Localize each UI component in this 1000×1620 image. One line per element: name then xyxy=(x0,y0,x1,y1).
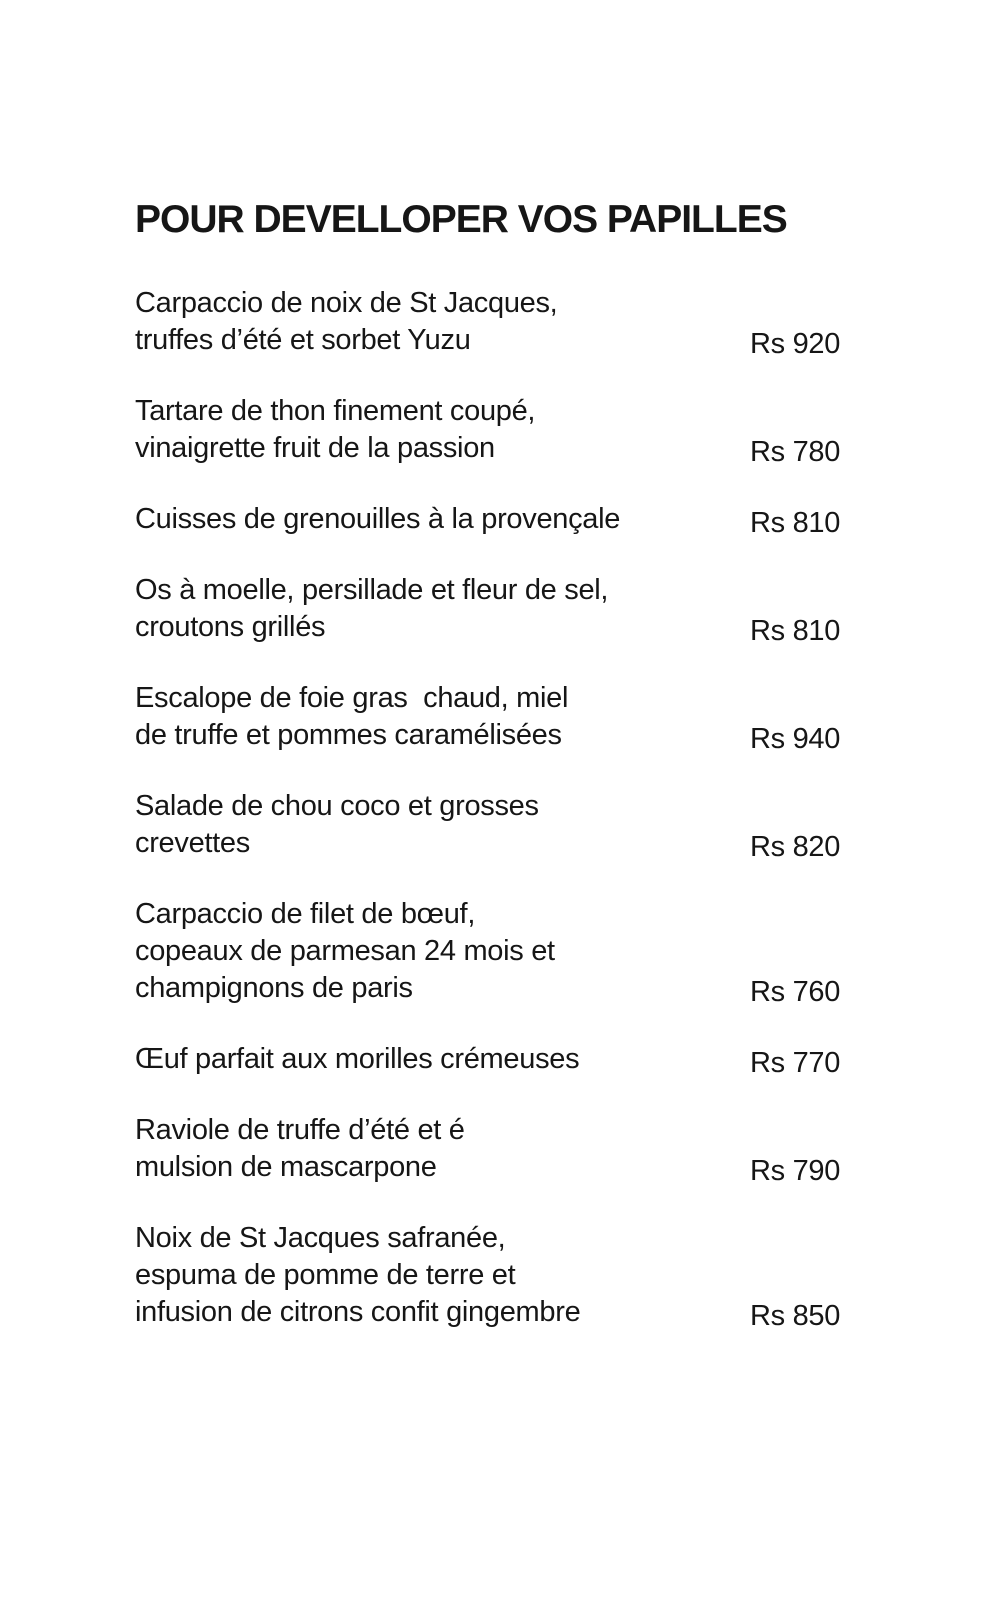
page-title: POUR DEVELLOPER VOS PAPILLES xyxy=(135,198,787,241)
menu-item-name-line: Tartare de thon finement coupé, xyxy=(135,395,536,427)
menu-item-name xyxy=(135,788,735,862)
menu-item xyxy=(135,393,841,468)
menu-item-name-line: Raviole de truffe d’été et é xyxy=(135,1114,465,1146)
menu-item-name-line: Os à moelle, persillade et fleur de sel, xyxy=(135,574,609,606)
menu-item-name xyxy=(135,501,735,538)
menu-item-name xyxy=(135,1112,735,1186)
menu-item-name xyxy=(135,680,735,754)
menu-item-name xyxy=(135,572,735,646)
menu-item-name xyxy=(135,393,735,467)
menu-item xyxy=(135,285,841,360)
menu-item-name-line: Carpaccio de filet de bœuf, xyxy=(135,898,476,930)
menu-item-price: Rs 770 xyxy=(750,1047,841,1079)
menu-item xyxy=(135,896,841,1008)
menu-item xyxy=(135,788,841,863)
menu-item-name xyxy=(135,1220,735,1331)
menu-item-price: Rs 790 xyxy=(750,1155,841,1187)
menu-item-name xyxy=(135,1041,735,1078)
menu-item-name-line: Noix de St Jacques safranée, xyxy=(135,1222,506,1254)
menu-item xyxy=(135,1220,841,1332)
menu-item-price: Rs 820 xyxy=(750,831,841,863)
menu-item xyxy=(135,1041,841,1079)
menu-item-name-line: copeaux de parmesan 24 mois et xyxy=(135,935,555,967)
menu-item-name xyxy=(135,896,735,1007)
menu-item-name-line: croutons grillés xyxy=(135,611,326,643)
menu-item-name-line: espuma de pomme de terre et xyxy=(135,1259,516,1291)
menu-item-name xyxy=(135,285,735,359)
menu-item-name-line: champignons de paris xyxy=(135,972,413,1004)
menu-item-price: Rs 940 xyxy=(750,723,841,755)
menu-item xyxy=(135,680,841,755)
menu-item-price: Rs 850 xyxy=(750,1300,841,1332)
menu-items xyxy=(135,285,841,1332)
menu-item-price: Rs 760 xyxy=(750,976,841,1008)
menu-item-name-line: Salade de chou coco et grosses xyxy=(135,790,539,822)
menu-item xyxy=(135,572,841,647)
menu-item-price: Rs 810 xyxy=(750,615,841,647)
menu-item-name-line: de truffe et pommes caramélisées xyxy=(135,719,562,751)
menu-item-name-line: mulsion de mascarpone xyxy=(135,1151,437,1183)
menu-item-name-line: Cuisses de grenouilles à la provençale xyxy=(135,503,621,535)
menu-item-name-line: truffes d’été et sorbet Yuzu xyxy=(135,324,471,356)
menu-item-name-line: Œuf parfait aux morilles crémeuses xyxy=(135,1043,580,1075)
menu-item-name-line: Carpaccio de noix de St Jacques, xyxy=(135,287,558,319)
menu-item xyxy=(135,1112,841,1187)
menu-item-name-line: infusion de citrons confit gingembre xyxy=(135,1296,581,1328)
menu-item-name-line: Escalope de foie gras chaud, miel xyxy=(135,682,569,714)
menu-item xyxy=(135,501,841,539)
menu-item-price: Rs 780 xyxy=(750,436,841,468)
menu-item-price: Rs 810 xyxy=(750,507,841,539)
menu-page xyxy=(135,198,841,1365)
menu-item-name-line: vinaigrette fruit de la passion xyxy=(135,432,495,464)
menu-item-price: Rs 920 xyxy=(750,328,841,360)
menu-item-name-line: crevettes xyxy=(135,827,250,859)
